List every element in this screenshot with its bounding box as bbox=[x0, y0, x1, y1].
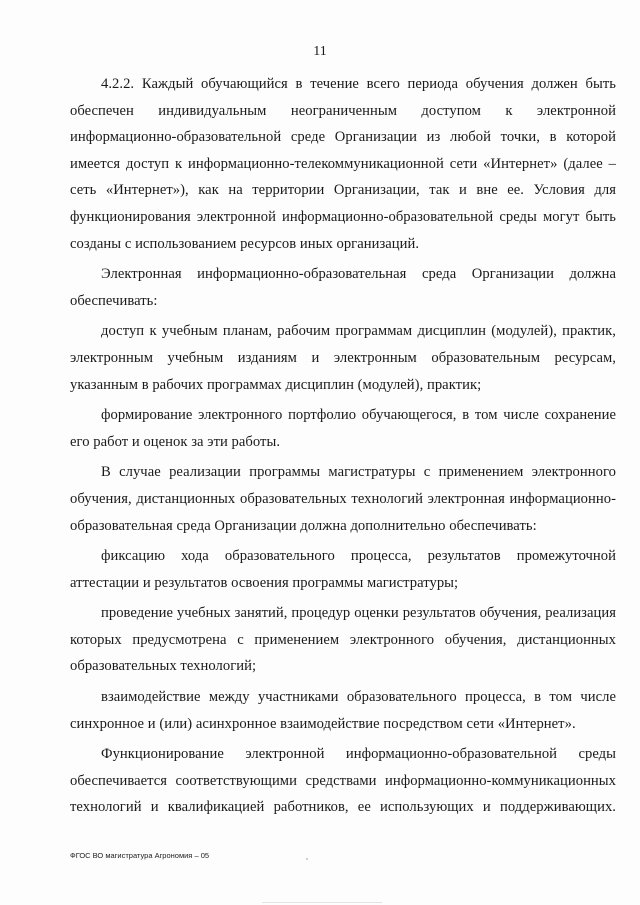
paragraph-conducting-classes: проведение учебных занятий, процедур оценки результатов обучения, реализация которых предусмотрена с применением электронного обучения, дистанционных образовательных технологий; bbox=[70, 605, 616, 675]
document-body bbox=[70, 71, 616, 821]
paragraph-progress-tracking: фиксацию хода образовательного процесса, результатов промежуточной аттестации и результатов освоения программы магистратуры; bbox=[70, 548, 616, 591]
paragraph-portfolio: формирование электронного портфолио обучающегося, в том числе сохранение его работ и оценок за эти работы. bbox=[70, 407, 616, 450]
paragraph-access-to-plans: доступ к учебным планам, рабочим программам дисциплин (модулей), практик, электронным учебным изданиям и электронным образовательным ресурсам, указанным в рабочих программах дисциплин (модулей), практик; bbox=[70, 323, 616, 393]
paragraph-functioning: Функционирование электронной информационно-образовательной среды обеспечивается соответствующими средствами информационно-коммуникационных технологий и квалификацией работников, ее использующих и поддерживающих. bbox=[70, 746, 616, 816]
paragraph-interaction: взаимодействие между участниками образовательного процесса, в том числе синхронное и (или) асинхронное взаимодействие посредством сети «Интернет». bbox=[70, 689, 616, 732]
paragraph-4-2-2: 4.2.2. Каждый обучающийся в течение всего периода обучения должен быть обеспечен индивидуальным неограниченным доступом к электронной информационно-образовательной среде Организации из любой точки, в которой имеется доступ к информационно-телекоммуникационной сети «Интернет» (далее – сеть «Интернет»), как на территории Организации, так и вне ее. Условия для функционирования электронной информационно-образовательной среды могут быть созданы с использованием ресурсов иных организаций. bbox=[70, 76, 616, 252]
page-number: 11 bbox=[313, 44, 327, 59]
scan-speck bbox=[306, 858, 308, 860]
document-footer: ФГОС ВО магистратура Агрономия – 05 bbox=[70, 851, 210, 860]
scan-edge-line bbox=[262, 902, 382, 903]
paragraph-distance-learning: В случае реализации программы магистратуры с применением электронного обучения, дистанционных образовательных технологий электронная информационно-образовательная среда Организации должна дополнительно обеспечивать: bbox=[70, 464, 616, 534]
paragraph-eios-requirements: Электронная информационно-образовательная среда Организации должна обеспечивать: bbox=[70, 266, 616, 309]
